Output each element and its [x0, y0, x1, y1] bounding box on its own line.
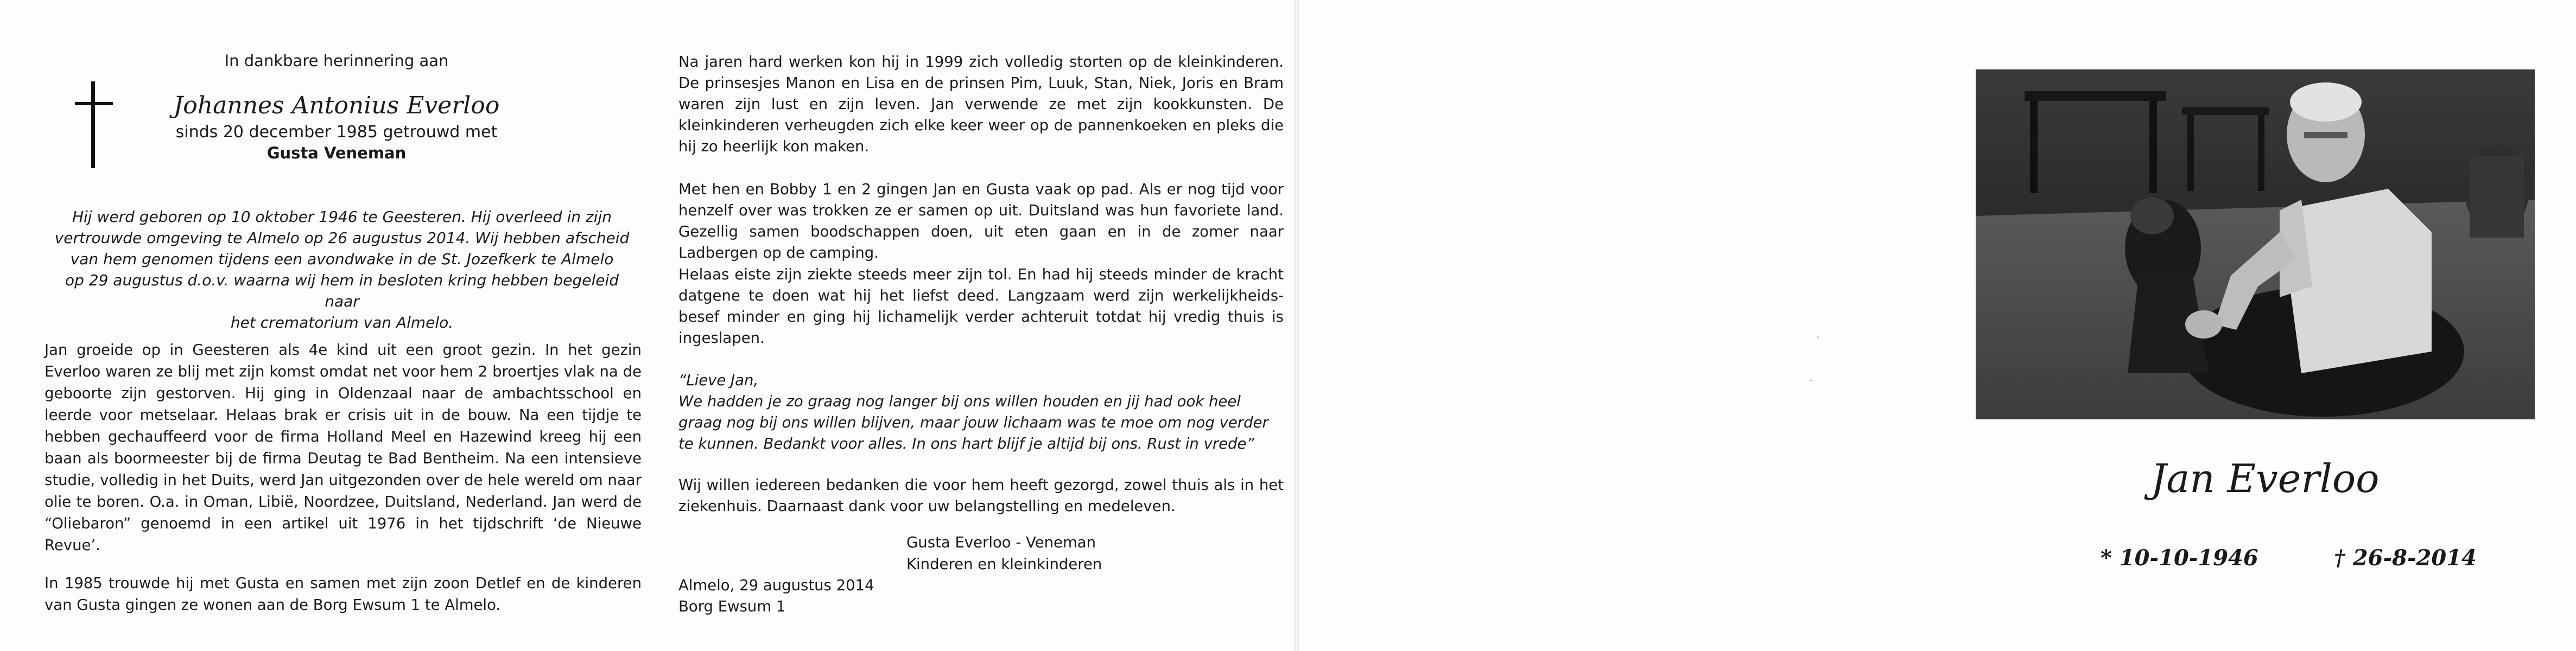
panel-middle: [678, 0, 1284, 651]
farewell-quote: [678, 370, 1284, 455]
thanks-paragraph: Wij willen iedereen bedanken die voor hem heeft gezorgd, zowel thuis als in het ziekenhuis. Daarnaast dank voor uw belangstelling en medeleven.: [678, 476, 1284, 515]
full-name: Johannes Antonius Everloo: [173, 92, 500, 119]
portrait-photo: [1976, 69, 2535, 419]
quote-line: We hadden je zo graag nog langer bij ons willen houden en jij had ook heel: [678, 393, 1241, 410]
intro-text: In dankbare herinnering aan: [224, 52, 449, 70]
signature-line: Gusta Everloo - Veneman: [906, 534, 1096, 551]
married-line: sinds 20 december 1985 getrouwd met: [175, 123, 498, 142]
notice-line: op 29 augustus d.o.v. waarna wij hem in besloten kring hebben begeleid naar: [65, 271, 619, 310]
spouse-name: Gusta Veneman: [267, 144, 407, 162]
heading-block: [33, 52, 640, 162]
panel-blank: [1303, 0, 1938, 651]
death-date: † 26-8-2014: [2334, 545, 2477, 571]
paper-speck: [1810, 380, 1812, 381]
panel-left: [33, 0, 640, 651]
address-line: Borg Ewsum 1: [678, 598, 786, 615]
quote-line: graag nog bij ons willen blijven, maar jouw lichaam was te moe om nog verder: [678, 414, 1268, 431]
place-date-block: [678, 575, 874, 617]
birth-date: * 10-10-1946: [2101, 545, 2258, 571]
travel-paragraph: Met hen en Bobby 1 en 2 gingen Jan en Gusta vaak op pad. Als er nog tijd voor henzelf over was trokken ze er samen op uit. Duitsland was hun favoriete land. Gezellig samen boodschappen doen, uit eten gaan en in de zomer naar Ladbergen op de camping.: [678, 181, 1284, 261]
deceased-name: Jan Everloo: [2150, 456, 2380, 501]
notice-line: van hem genomen tijdens een avondwake in de St. Jozefkerk te Almelo: [70, 250, 614, 268]
illness-paragraph: Helaas eiste zijn ziekte steeds meer zijn tol. En had hij steeds minder de kracht datgene te doen wat hij het liefst deed. Langzaam werd zijn werkelijkheids-besef minder en ging hij lichamelijk verder achteruit totdat hij vredig thuis is ingeslapen.: [678, 266, 1284, 347]
biography-paragraph: Jan groeide op in Geesteren als 4e kind uit een groot gezin. In het gezin Everloo waren ze blij met zijn komst omdat net voor hem 2 broertjes vlak na de geboorte zijn gestorven. Hij ging in Oldenzaal naar de ambachtsschool en leerde voor metselaar. Helaas brak er crisis uit in de bouw. Na een tijdje te hebben gechauffeerd voor de firma Holland Meel en Hazewind kreeg hij een baan als boormeester bij de firma Deutag te Bad Bentheim. Na een intensieve studie, volledig in het Duits, werd Jan uitgezonden over de hele wereld om naar olie te boren. O.a. in Oman, Libië, Noordzee, Duitsland, Nederland. Jan werd de “Oliebaron” genoemd in een artikel uit 1976 in het tijdschrift ‘de Nieuwe Revue’.: [45, 341, 642, 554]
notice-line: Hij werd geboren op 10 oktober 1946 te Geesteren. Hij overleed in zijn: [72, 208, 612, 226]
notice-line: het crematorium van Almelo.: [230, 314, 454, 331]
signature-line: Kinderen en kleinkinderen: [906, 556, 1102, 573]
panel-right: [1954, 0, 2576, 651]
quote-line: te kunnen. Bedankt voor alles. In ons hart blijf je altijd bij ons. Rust in vrede”: [678, 435, 1254, 452]
paper-speck: [1817, 336, 1819, 338]
death-notice: [54, 206, 630, 333]
biography-paragraph-2: In 1985 trouwde hij met Gusta en samen met zijn zoon Detlef en de kinderen van Gusta gingen ze wonen aan de Borg Ewsum 1 te Almelo.: [45, 575, 642, 614]
place-date-line: Almelo, 29 augustus 2014: [678, 577, 874, 594]
quote-line: “Lieve Jan,: [678, 372, 759, 389]
signature-block: [906, 532, 1102, 575]
grandchildren-paragraph: Na jaren hard werken kon hij in 1999 zich volledig storten op de kleinkinderen. De prinsesjes Manon en Lisa en de prinsen Pim, Luuk, Stan, Niek, Joris en Bram waren zijn lust en zijn leven. Jan verwende ze met zijn kookkunsten. De kleinkinderen verheugden zich elke keer weer op de pannenkoeken en pleks die hij zo heerlijk kon maken.: [678, 53, 1284, 155]
notice-line: vertrouwde omgeving te Almelo op 26 augustus 2014. Wij hebben afscheid: [54, 229, 630, 247]
fold-divider: [1295, 0, 1299, 651]
